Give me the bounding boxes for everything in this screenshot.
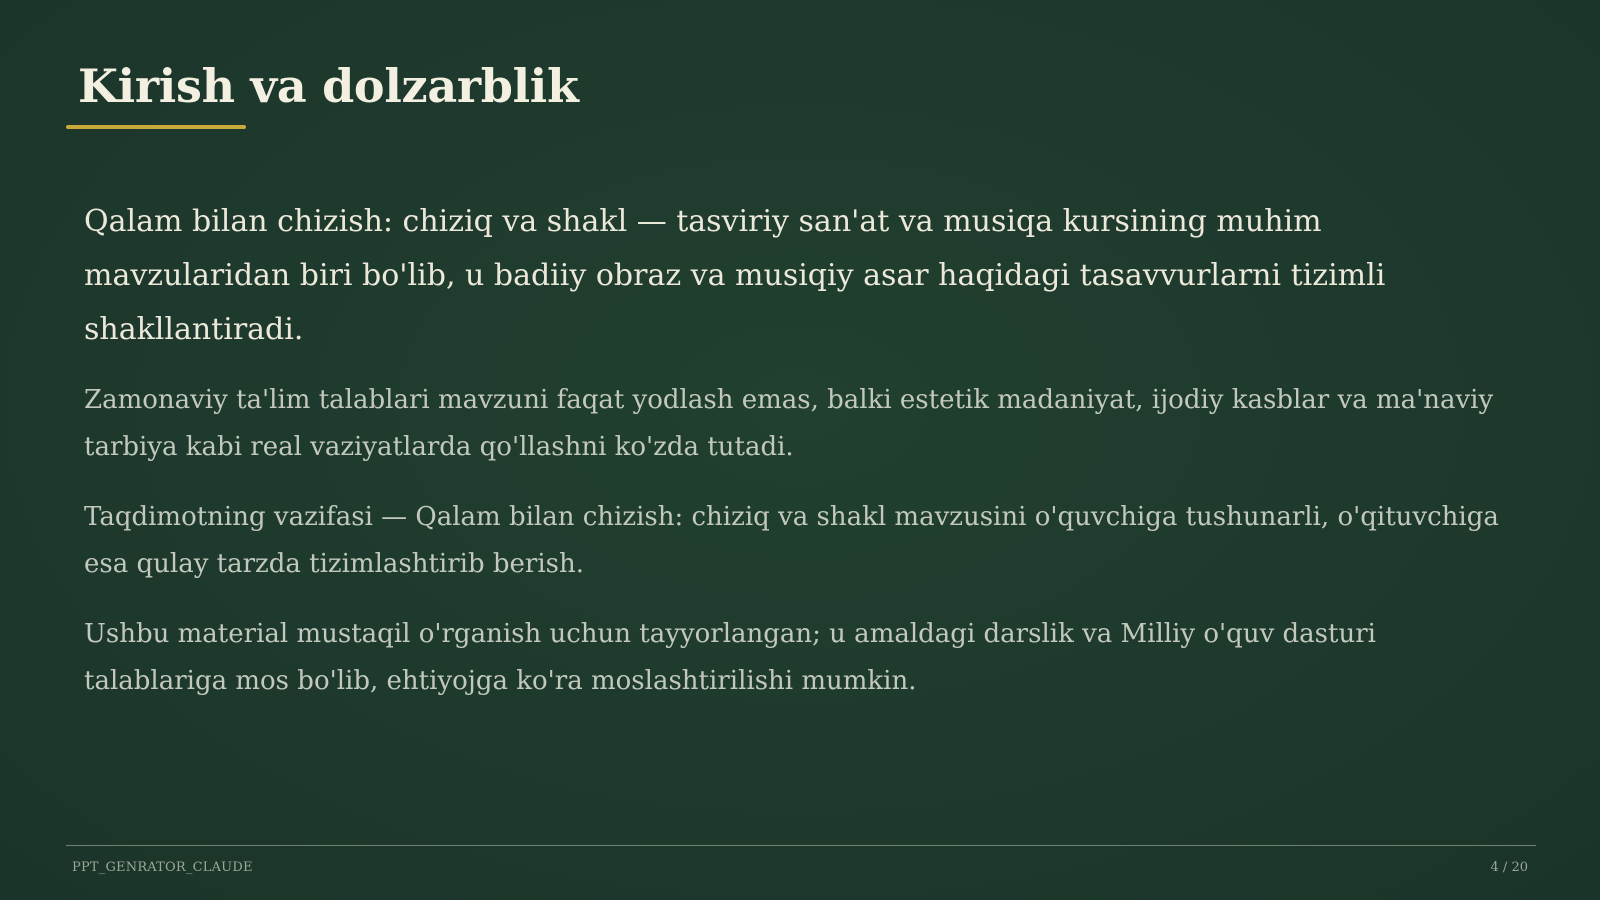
lead-paragraph: Qalam bilan chizish: chiziq va shakl — tasviriy san'at va musiqa kursining muhim mavzularidan biri bo'lib, u badiiy obraz va musiqiy asar haqidagi tasavvurlarni tizimli shakllantiradi. — [84, 204, 1386, 347]
title-underline-accent — [66, 125, 246, 129]
slide-content — [84, 195, 1524, 728]
page-indicator: 4 / 20 — [1490, 860, 1528, 875]
footer-brand: PPT_GENRATOR_CLAUDE — [72, 860, 253, 875]
slide-title: Kirish va dolzarblik — [78, 59, 579, 113]
body-paragraph-3: Ushbu material mustaqil o'rganish uchun tayyorlangan; u amaldagi darslik va Milliy o'quv dasturi talablariga mos bo'lib, ehtiyojga ko'ra moslashtirilishi mumkin. — [84, 619, 1376, 696]
body-paragraph-2: Taqdimotning vazifasi — Qalam bilan chizish: chiziq va shakl mavzusini o'quvchiga tushunarli, o'qituvchiga esa qulay tarzda tizimlashtirib berish. — [84, 502, 1499, 579]
body-paragraph-1: Zamonaviy ta'lim talablari mavzuni faqat yodlash emas, balki estetik madaniyat, ijodiy kasblar va ma'naviy tarbiya kabi real vaziyatlarda qo'llashni ko'zda tutadi. — [84, 385, 1494, 462]
footer-divider — [66, 845, 1536, 846]
